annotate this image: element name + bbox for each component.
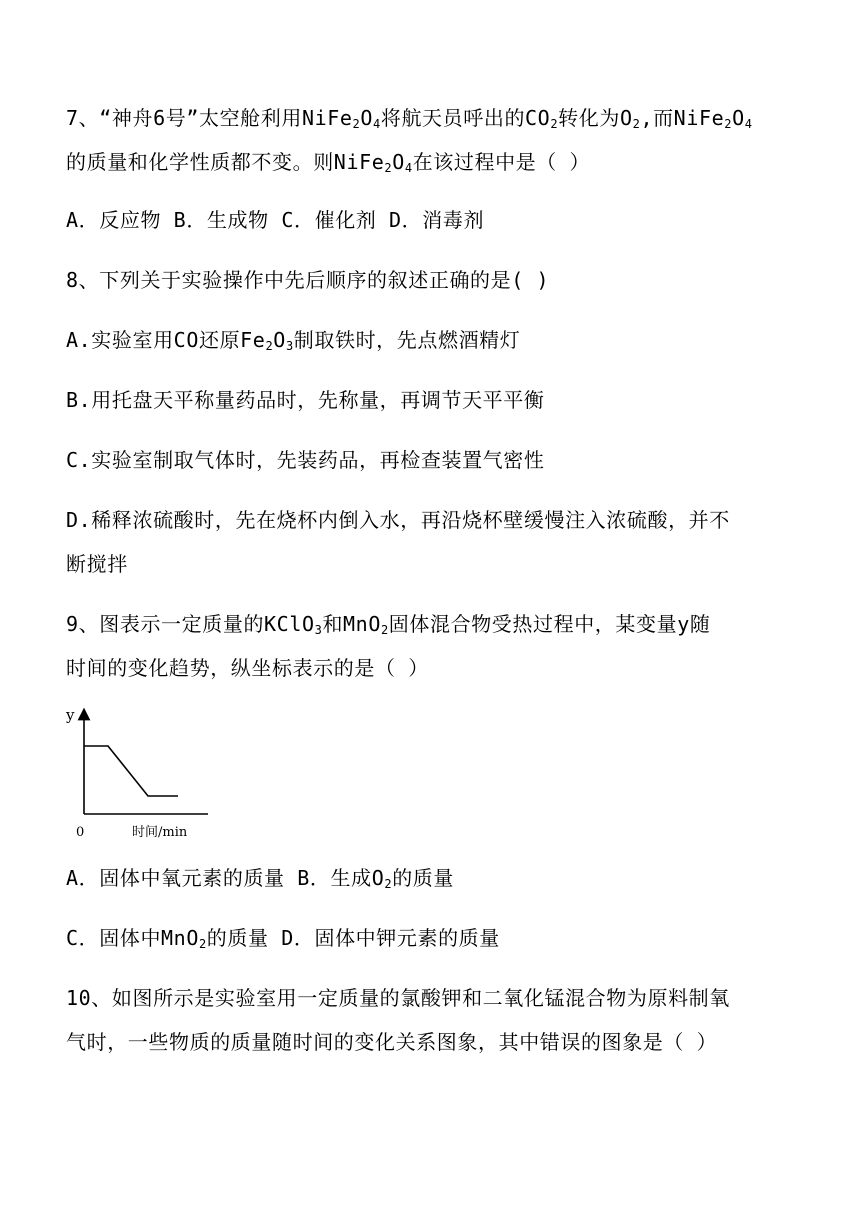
q8-option-b: B.用托盘天平称量药品时，先称量，再调节天平平衡 [66, 388, 545, 412]
q8-option-d-line-1: D.稀释浓硫酸时，先在烧杯内倒入水，再沿烧杯壁缓慢注入浓硫酸，并不 [66, 508, 730, 532]
q9-graph [60, 706, 210, 842]
q8-stem: 8、下列关于实验操作中先后顺序的叙述正确的是( ) [66, 268, 550, 292]
x-axis-label: 时间/min [132, 825, 188, 840]
trend-line [84, 746, 178, 796]
q7-options: A．反应物 B．生成物 C．催化剂 D．消毒剂 [66, 208, 485, 232]
q10-line-2: 气时，一些物质的质量随时间的变化关系图象，其中错误的图象是（ ） [66, 1030, 718, 1054]
q10-line-1: 10、如图所示是实验室用一定质量的氯酸钾和二氧化锰混合物为原料制氧 [66, 986, 730, 1010]
q8-option-d-line-2: 断搅拌 [66, 552, 128, 576]
q7-line-1: 7、“神舟6号”太空舱利用$NiFe_2O_4$将航天员呼出的$CO_2$转化为$O_2$,而$NiFe_2O_4$ [66, 106, 753, 131]
q9-line-2: 时间的变化趋势，纵坐标表示的是（ ） [66, 656, 429, 680]
q8-option-a: A.实验室用CO还原$Fe_2O_3$制取铁时，先点燃酒精灯 [66, 328, 521, 353]
origin-label: 0 [76, 825, 85, 840]
q7-line-2: 的质量和化学性质都不变。则$NiFe_2O_4$在该过程中是（ ） [66, 150, 591, 175]
y-axis-label: y [66, 706, 75, 724]
q9-options-cd: C．固体中MnO$_2$的质量 D．固体中钾元素的质量 [66, 926, 500, 951]
q8-option-c: C.实验室制取气体时，先装药品，再检查装置气密性 [66, 448, 545, 472]
q9-options-ab: A．固体中氧元素的质量 B．生成$O_2$的质量 [66, 866, 455, 891]
q9-line-1: 9、图表示一定质量的KClO$_3$和MnO$_2$固体混合物受热过程中，某变量y随 [66, 612, 711, 637]
